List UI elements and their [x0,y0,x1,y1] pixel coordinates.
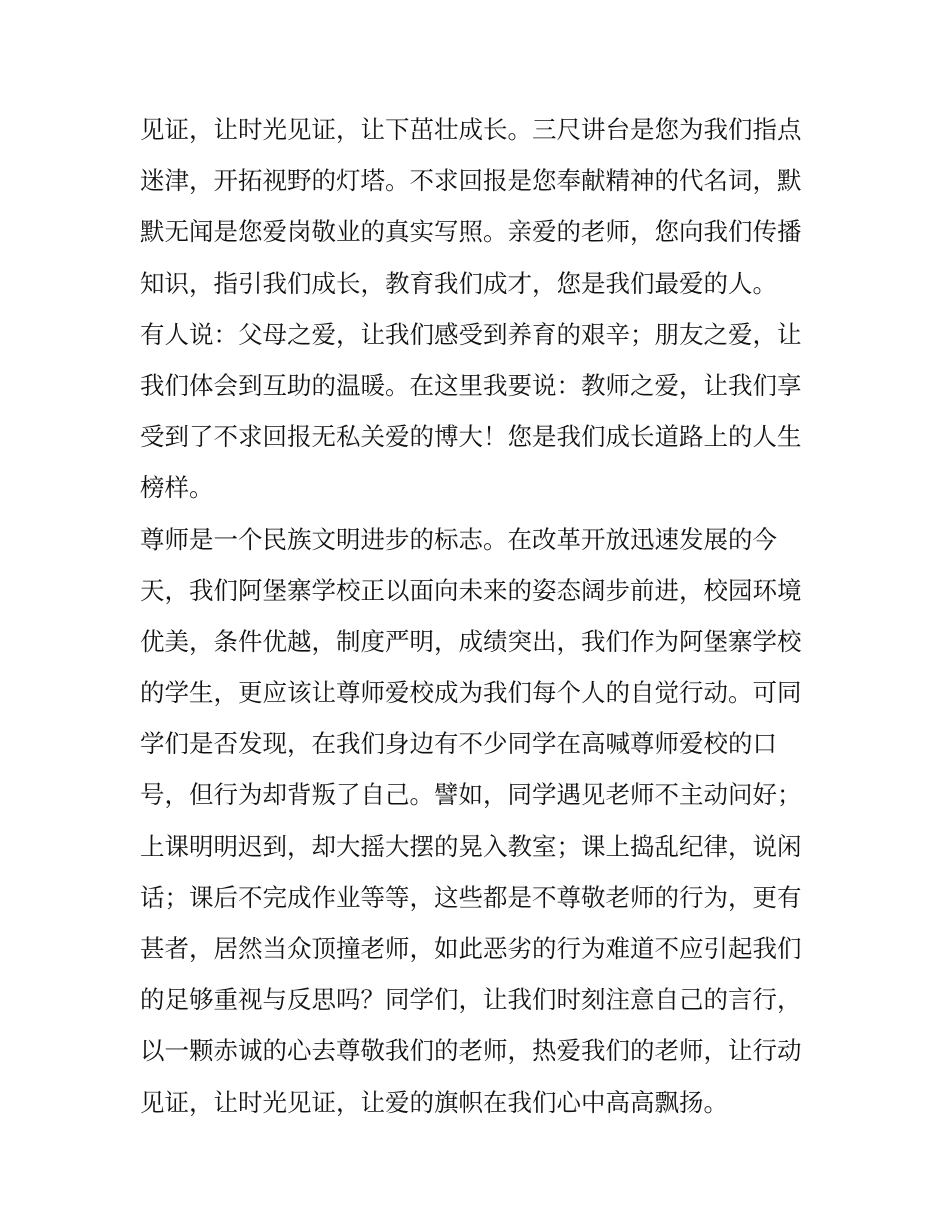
text-line: 上课明明迟到，却大摇大摆的晃入教室；课上捣乱纪律，说闲 [140,831,802,861]
text-line: 见证，让时光见证，让下茁壮成长。三尺讲台是您为我们指点 [140,115,802,144]
text-line: 学们是否发现，在我们身边有不少同学在高喊尊师爱校的口 [140,729,777,759]
text-line: 见证，让时光见证，让爱的旗帜在我们心中高高飘扬。 [140,1087,728,1117]
text-line: 尊师是一个民族文明进步的标志。在改革开放迅速发展的今 [140,524,777,554]
text-line: 天，我们阿堡寨学校正以面向未来的姿态阔步前进，校园环境 [140,575,802,605]
text-line: 迷津，开拓视野的灯塔。不求回报是您奉献精神的代名词，默 [140,166,802,196]
document-body [140,104,830,1128]
text-line: 受到了不求回报无私关爱的博大！您是我们成长道路上的人生 [140,422,802,452]
text-line: 知识，指引我们成长，教育我们成才，您是我们最爱的人。 [140,268,777,298]
text-line: 的足够重视与反思吗？同学们，让我们时刻注意自己的言行， [140,985,802,1015]
text-line: 的学生，更应该让尊师爱校成为我们每个人的自觉行动。可同 [140,678,802,708]
text-line: 榜样。 [140,473,214,503]
text-line: 优美，条件优越，制度严明，成绩突出，我们作为阿堡寨学校 [140,626,802,656]
text-line: 话；课后不完成作业等等，这些都是不尊敬老师的行为，更有 [140,882,802,912]
text-line: 我们体会到互助的温暖。在这里我要说：教师之爱，让我们享 [140,370,802,400]
text-line: 甚者，居然当众顶撞老师，如此恶劣的行为难道不应引起我们 [140,934,802,963]
text-line: 号，但行为却背叛了自己。譬如，同学遇见老师不主动问好； [140,780,802,810]
text-line: 以一颗赤诚的心去尊敬我们的老师，热爱我们的老师，让行动 [140,1036,802,1066]
text-line: 有人说：父母之爱，让我们感受到养育的艰辛；朋友之爱，让 [140,319,802,349]
text-line: 默无闻是您爱岗敬业的真实写照。亲爱的老师，您向我们传播 [140,217,802,247]
